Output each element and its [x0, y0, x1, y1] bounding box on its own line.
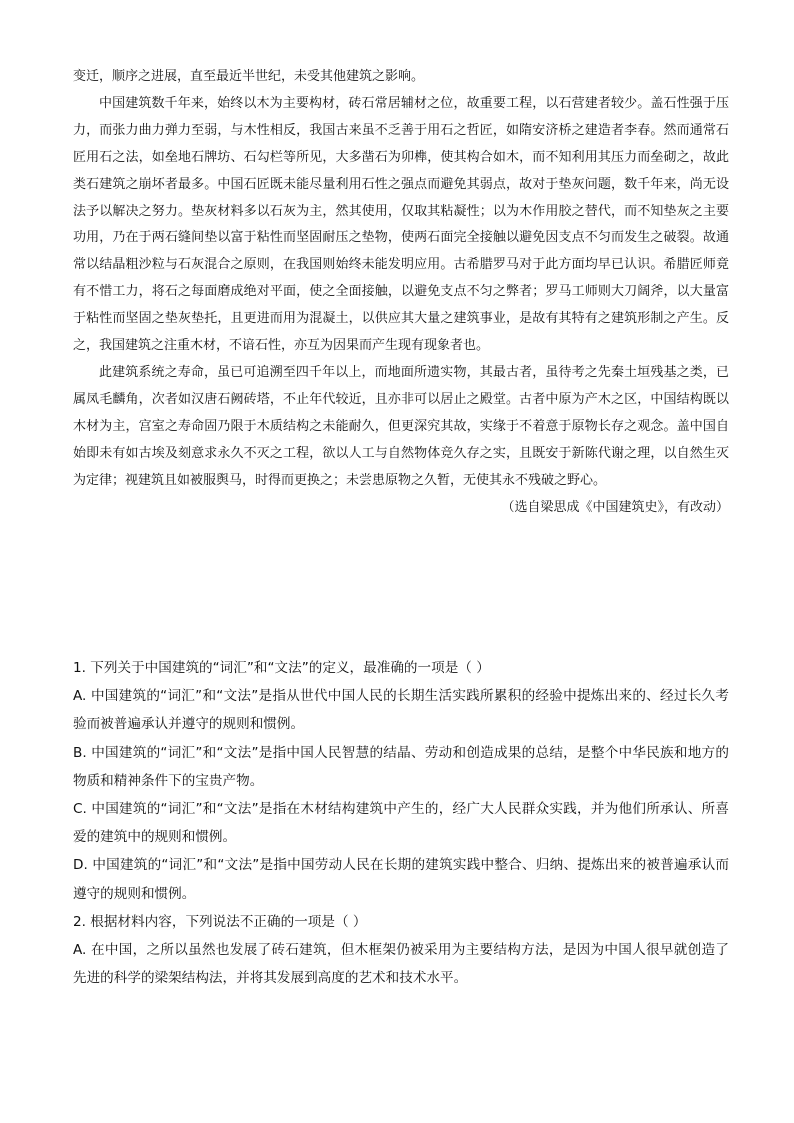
question-list	[73, 654, 729, 992]
option-a: A. 中国建筑的“词汇”和“文法”是指从世代中国人民的长期生活实践所累积的经验中提炼出来的、经过长久考验而被普遍承认并遵守的规则和惯例。	[73, 688, 729, 733]
reading-passage	[73, 64, 729, 521]
option-d: D. 中国建筑的“词汇”和“文法”是指中国劳动人民在长期的建筑实践中整合、归纳、提炼出来的被普遍承认而遵守的规则和惯例。	[73, 857, 729, 902]
question-1	[73, 654, 729, 908]
option-c: C. 中国建筑的“词汇”和“文法”是指在木材结构建筑中产生的，经广大人民群众实践，并为他们所承认、所喜爱的建筑中的规则和惯例。	[73, 801, 729, 846]
passage-source: （选自梁思成《中国建筑史》，有改动）	[501, 499, 729, 515]
passage-paragraph: 变迁，顺序之进展，直至最近半世纪，未受其他建筑之影响。	[73, 69, 425, 84]
question-stem: 1. 下列关于中国建筑的“词汇”和“文法”的定义，最准确的一项是（ ）	[73, 660, 490, 676]
question-2	[73, 908, 729, 993]
passage-paragraph: 中国建筑数千年来，始终以木为主要构材，砖石常居辅材之位，故重要工程，以石营建者较少。盖石性强于压力，而张力曲力弹力至弱，与木性相反，我国古来虽不乏善于用石之哲匠，如隋安济桥之建造者李春。然而通常石匠用石之法，如垒地石牌坊、石勾栏等所见，大多凿石为卯榫，使其构合如木，而不知利用其压力而垒砌之，故此类石建筑之崩坏者最多。中国石匠既未能尽量利用石性之强点而避免其弱点，故对于垫灰问题，数千年来，尚无设法予以解决之努力。垫灰材料多以石灰为主，然其使用，仅取其粘凝性；以为木作用胶之替代，而不知垫灰之主要功用，乃在于两石缝间垫以富于粘性而坚固耐压之垫物，使两石面完全接触以避免因支点不匀而发生之破裂。故通常以结晶粗沙粒与石灰混合之原则，在我国则始终未能发明应用。古希腊罗马对于此方面均早已认识。希腊匠师竟有不惜工力，将石之每面磨成绝对平面，使之全面接触，以避免支点不匀之弊者；罗马工师则大刀阔斧，以大量富于粘性而坚固之垫灰垫托，且更进而用为混凝土，以供应其大量之建筑事业，是故有其特有之建筑形制之产生。反之，我国建筑之注重木材，不谙石性，亦互为因果而产生现有现象者也。	[73, 95, 729, 354]
question-stem: 2. 根据材料内容，下列说法不正确的一项是（ ）	[73, 913, 367, 930]
passage-paragraph: 此建筑系统之寿命，虽已可追溯至四千年以上，而地面所遗实物，其最古者，虽待考之先秦土垣残基之类，已属凤毛麟角，次者如汉唐石阙砖塔，不止年代较近，且亦非可以居止之殿堂。古者中原为产木之区，中国结构既以木材为主，宫室之寿命固乃限于木质结构之未能耐久，但更深究其故，实缘于不着意于原物长存之观念。盖中国自始即未有如古埃及刻意求永久不灭之工程，欲以人工与自然物体竞久存之实，且既安于新陈代谢之理，以自然生灭为定律；视建筑且如被服舆马，时得而更换之；未尝患原物之久暂，无使其永不残破之野心。	[73, 364, 729, 488]
option-b: B. 中国建筑的“词汇”和“文法”是指中国人民智慧的结晶、劳动和创造成果的总结，是整个中华民族和地方的物质和精神条件下的宝贵产物。	[73, 744, 729, 789]
option-a: A. 在中国，之所以虽然也发展了砖石建筑，但木框架仍被采用为主要结构方法，是因为中国人很早就创造了先进的科学的梁架结构法，并将其发展到高度的艺术和技术水平。	[73, 942, 729, 987]
